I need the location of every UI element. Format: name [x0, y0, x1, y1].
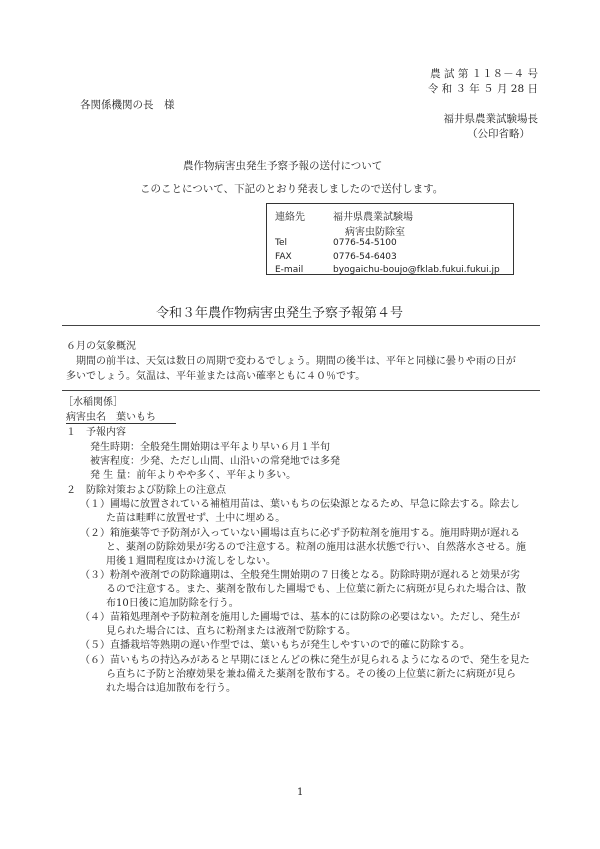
document-date: 令 和 ３ 年 ５ 月 28 日 [427, 83, 538, 95]
title-rule [62, 325, 540, 326]
pest-name: 病害虫名 葉いもち [66, 408, 176, 424]
measure-4-line-2: 見られた場合には、直ちに粉剤または液剤で防除する。 [106, 626, 356, 637]
report-title: 令和３年農作物病害虫発生予察予報第４号 [156, 306, 404, 321]
section-heading: ［水稲関係］ [63, 397, 123, 408]
page-number: 1 [297, 787, 304, 798]
measure-6-line-2: ら直ちに予防と治療効果を兼ね備えた薬剤を散布する。その後の上位葉に新たに病斑が見ら [106, 669, 516, 680]
letter-subject: 農作物病害虫発生予察予報の送付について [183, 160, 383, 172]
sender-name: 福井県農業試験場長 [443, 113, 538, 125]
contact-organization: 福井県農業試験場 [333, 212, 413, 223]
document-number: 農 試 第 １１８－４ 号 [430, 68, 538, 80]
measures-heading: ２ 防除対策および防除上の注意点 [66, 485, 226, 496]
contact-tel-label: Tel [275, 238, 288, 248]
measure-3-line-3: 布10日後に追加防除を行う。 [106, 598, 239, 609]
contact-department: 病害虫防除室 [345, 227, 405, 238]
forecast-amount: 発 生 量：前年よりやや多く、平年より多い。 [90, 470, 297, 481]
contact-fax-label: FAX [275, 252, 292, 262]
measure-2-line-2: と、薬剤の防除効果が劣るので注意する。粒剤の施用は湛水状態で行い、自然落水させる。施 [106, 542, 526, 553]
contact-email-label: E-mail [275, 265, 304, 275]
measure-4-line-1: （４）苗箱処理剤や予防粒剤を施用した圃場では、基本的には防除の必要はない。ただし、発生が [80, 612, 520, 623]
seal-omitted-note: （公印省略） [467, 128, 530, 140]
measure-3-line-1: （３）粉剤や液剤での防除適期は、全般発生開始期の７日後となる。防除時期が遅れると効果が劣 [80, 570, 520, 581]
contact-email-value: byogaichu-boujo@fklab.fukui.fukui.jp [333, 265, 500, 275]
weather-text-line-2: 多いでしょう。気温は、平年並または高い確率ともに４０％です。 [66, 371, 366, 382]
weather-heading: ６月の気象概況 [66, 341, 136, 352]
measure-2-line-1: （２）箱施薬等で予防剤が入っていない圃場は直ちに必ず予防粒剤を施用する。施用時期が遅れる [80, 528, 520, 539]
forecast-timing: 発生時期：全般発生開始期は平年より早い６月１半旬 [90, 442, 330, 453]
measure-3-line-2: るので注意する。また、薬剤を散布した圃場でも、上位葉に新たに病斑が見られた場合は、散 [106, 584, 526, 595]
contact-tel-value: 0776-54-5100 [333, 238, 397, 248]
contact-label: 連絡先 [275, 212, 305, 223]
measure-6-line-3: れた場合は追加散布を行う。 [106, 683, 236, 694]
letter-body: このことについて、下記のとおり発表しましたので送付します。 [140, 183, 444, 195]
recipient-line: 各関係機関の長 様 [80, 99, 175, 111]
contact-fax-value: 0776-54-6403 [333, 252, 397, 262]
measure-2-line-3: 用後１週間程度はかけ流しをしない。 [106, 556, 276, 567]
measure-1-line-1: （１）圃場に放置されている補植用苗は、葉いもちの伝染源となるため、早急に除去する。除去し [80, 499, 520, 510]
weather-text-line-1: 期間の前半は、天気は数日の周期で変わるでしょう。期間の後半は、平年と同様に曇りや雨の日が [76, 356, 516, 367]
forecast-damage: 被害程度：少発、ただし山間、山沿いの常発地では多発 [90, 456, 340, 467]
section-rule [62, 390, 540, 391]
forecast-heading: １ 予報内容 [66, 427, 126, 438]
measure-6-line-1: （６）苗いもちの持込みがあると早期にほとんどの株に発生が見られるようになるので、発生を見た [80, 655, 530, 666]
measure-1-line-2: た苗は畦畔に放置せず、土中に埋める。 [106, 513, 286, 524]
measure-5-line-1: （５）直播栽培等熟期の遅い作型では、葉いもちが発生しやすいので的確に防除する。 [80, 640, 470, 651]
